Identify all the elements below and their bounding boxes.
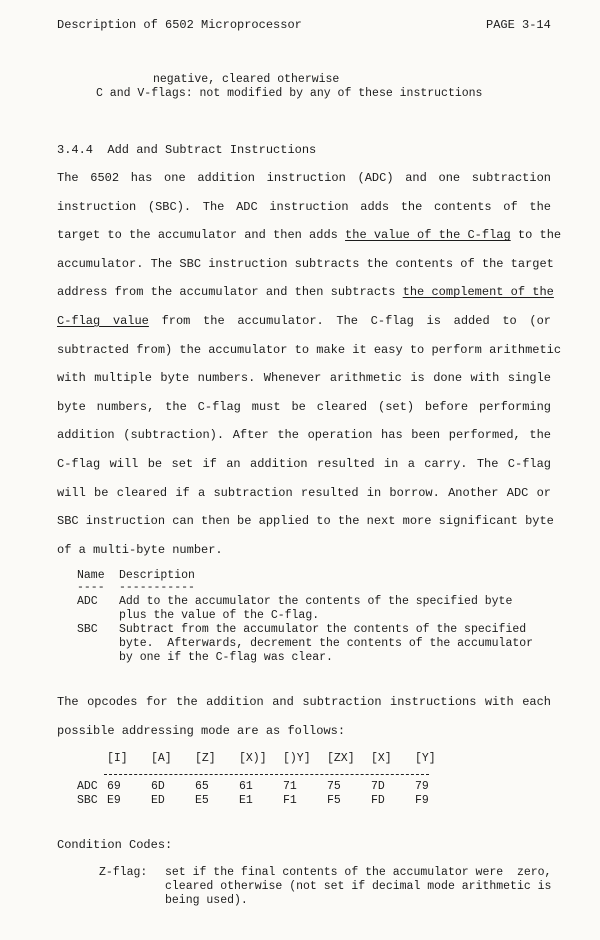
column-header-description: Description <box>119 569 195 582</box>
paragraph-line <box>57 228 562 257</box>
column-header-name: Name <box>77 569 105 582</box>
divider-name: ---- <box>77 581 105 594</box>
continuation-line-2: C and V-flags: not modified by any of these instructions <box>96 87 483 100</box>
opcode-value: 61 <box>239 780 253 793</box>
opcode-value: 75 <box>327 780 341 793</box>
opcode-instruction: ADC <box>77 780 98 793</box>
opcode-table-divider <box>104 774 429 775</box>
definition-name: SBC <box>77 623 98 636</box>
opcodes-intro-line: The opcodes for the addition and subtraction instructions with each <box>57 695 551 709</box>
opcode-value: FD <box>371 794 385 807</box>
addressing-mode: [I] <box>107 752 128 765</box>
addressing-mode: [X)] <box>239 752 267 765</box>
underlined-phrase: the value of the C-flag <box>345 228 511 243</box>
definition-row <box>77 595 552 623</box>
page-header-title: Description of 6502 Microprocessor <box>57 18 302 32</box>
opcode-value: 69 <box>107 780 121 793</box>
paragraph-line: addition (subtraction). After the operation has been performed, the <box>57 428 551 443</box>
paragraph-line: C-flag value from the accumulator. The C-flag is added to (or <box>57 313 551 328</box>
opcode-value: E1 <box>239 794 253 807</box>
z-flag-description: set if the final contents of the accumulator were zero, cleared otherwise (not set if decimal mode arithmetic is being used). <box>165 866 552 907</box>
opcode-value: ED <box>151 794 165 807</box>
paragraph-line: will be cleared if a subtraction resulted in borrow. Another ADC or <box>57 485 551 500</box>
section-heading: 3.4.4 Add and Subtract Instructions <box>57 143 317 157</box>
opcode-value: 65 <box>195 780 209 793</box>
paragraph-line: The 6502 has one addition instruction (ADC) and one subtraction <box>57 171 551 185</box>
opcode-table <box>77 752 459 808</box>
opcode-value: F1 <box>283 794 297 807</box>
opcode-row <box>77 780 459 794</box>
paragraph-line: subtracted from) the accumulator to make it easy to perform arithmetic <box>57 342 562 357</box>
opcode-instruction: SBC <box>77 794 98 807</box>
definition-description: Subtract from the accumulator the contents of the specified byte. Afterwards, decrement the contents of the accumulator by one if the C-flag was clear. <box>119 623 534 664</box>
opcodes-intro <box>57 695 551 752</box>
paragraph-line: byte numbers, the C-flag must be cleared (set) before performing <box>57 399 551 414</box>
definitions-divider <box>77 583 552 593</box>
underlined-phrase: C-flag value <box>57 313 149 328</box>
addressing-mode: [ZX] <box>327 752 355 765</box>
opcode-table-header <box>77 752 459 766</box>
paragraph-line: of a multi-byte number. <box>57 542 223 557</box>
addressing-mode: [X] <box>371 752 392 765</box>
opcode-table-corner <box>77 752 107 766</box>
page-number: PAGE 3-14 <box>486 18 551 32</box>
opcode-row <box>77 794 459 808</box>
paragraph-line: address from the accumulator and then subtracts the complement of the <box>57 285 554 300</box>
z-flag-label: Z-flag: <box>99 866 148 879</box>
continuation-line-1: negative, cleared otherwise <box>153 73 340 86</box>
addressing-mode: [Y] <box>415 752 436 765</box>
opcode-value: F9 <box>415 794 429 807</box>
addressing-mode: [Z] <box>195 752 216 765</box>
opcodes-intro-line: possible addressing mode are as follows: <box>57 723 346 738</box>
opcode-value: E9 <box>107 794 121 807</box>
body-paragraph <box>57 171 562 571</box>
divider-description: ----------- <box>119 581 195 594</box>
opcode-value: E5 <box>195 794 209 807</box>
opcode-value: 6D <box>151 780 165 793</box>
definition-name: ADC <box>77 595 98 608</box>
z-flag-row <box>99 866 551 908</box>
addressing-mode: [A] <box>151 752 172 765</box>
opcode-value: 7D <box>371 780 385 793</box>
paragraph-line: accumulator. The SBC instruction subtracts the contents of the target <box>57 256 554 271</box>
instruction-definitions <box>77 569 552 665</box>
opcode-value: F5 <box>327 794 341 807</box>
paragraph-line: instruction (SBC). The ADC instruction adds the contents of the <box>57 199 551 214</box>
opcode-value: 79 <box>415 780 429 793</box>
underlined-phrase: the complement of the <box>402 285 554 300</box>
definition-description: Add to the accumulator the contents of the specified byte plus the value of the C-flag. <box>119 595 513 622</box>
z-flag-entry <box>99 866 551 908</box>
addressing-mode: [)Y] <box>283 752 311 765</box>
condition-codes-heading: Condition Codes: <box>57 838 173 852</box>
paragraph-line: with multiple byte numbers. Whenever arithmetic is done with single <box>57 371 551 386</box>
paragraph-line-text: target to the accumulator and then adds the value of the C-flag to the <box>57 228 562 243</box>
definition-row <box>77 623 552 665</box>
paragraph-line: SBC instruction can then be applied to the next more significant byte <box>57 514 554 529</box>
paragraph-line: C-flag will be set if an addition resulted in a carry. The C-flag <box>57 456 551 471</box>
opcode-value: 71 <box>283 780 297 793</box>
